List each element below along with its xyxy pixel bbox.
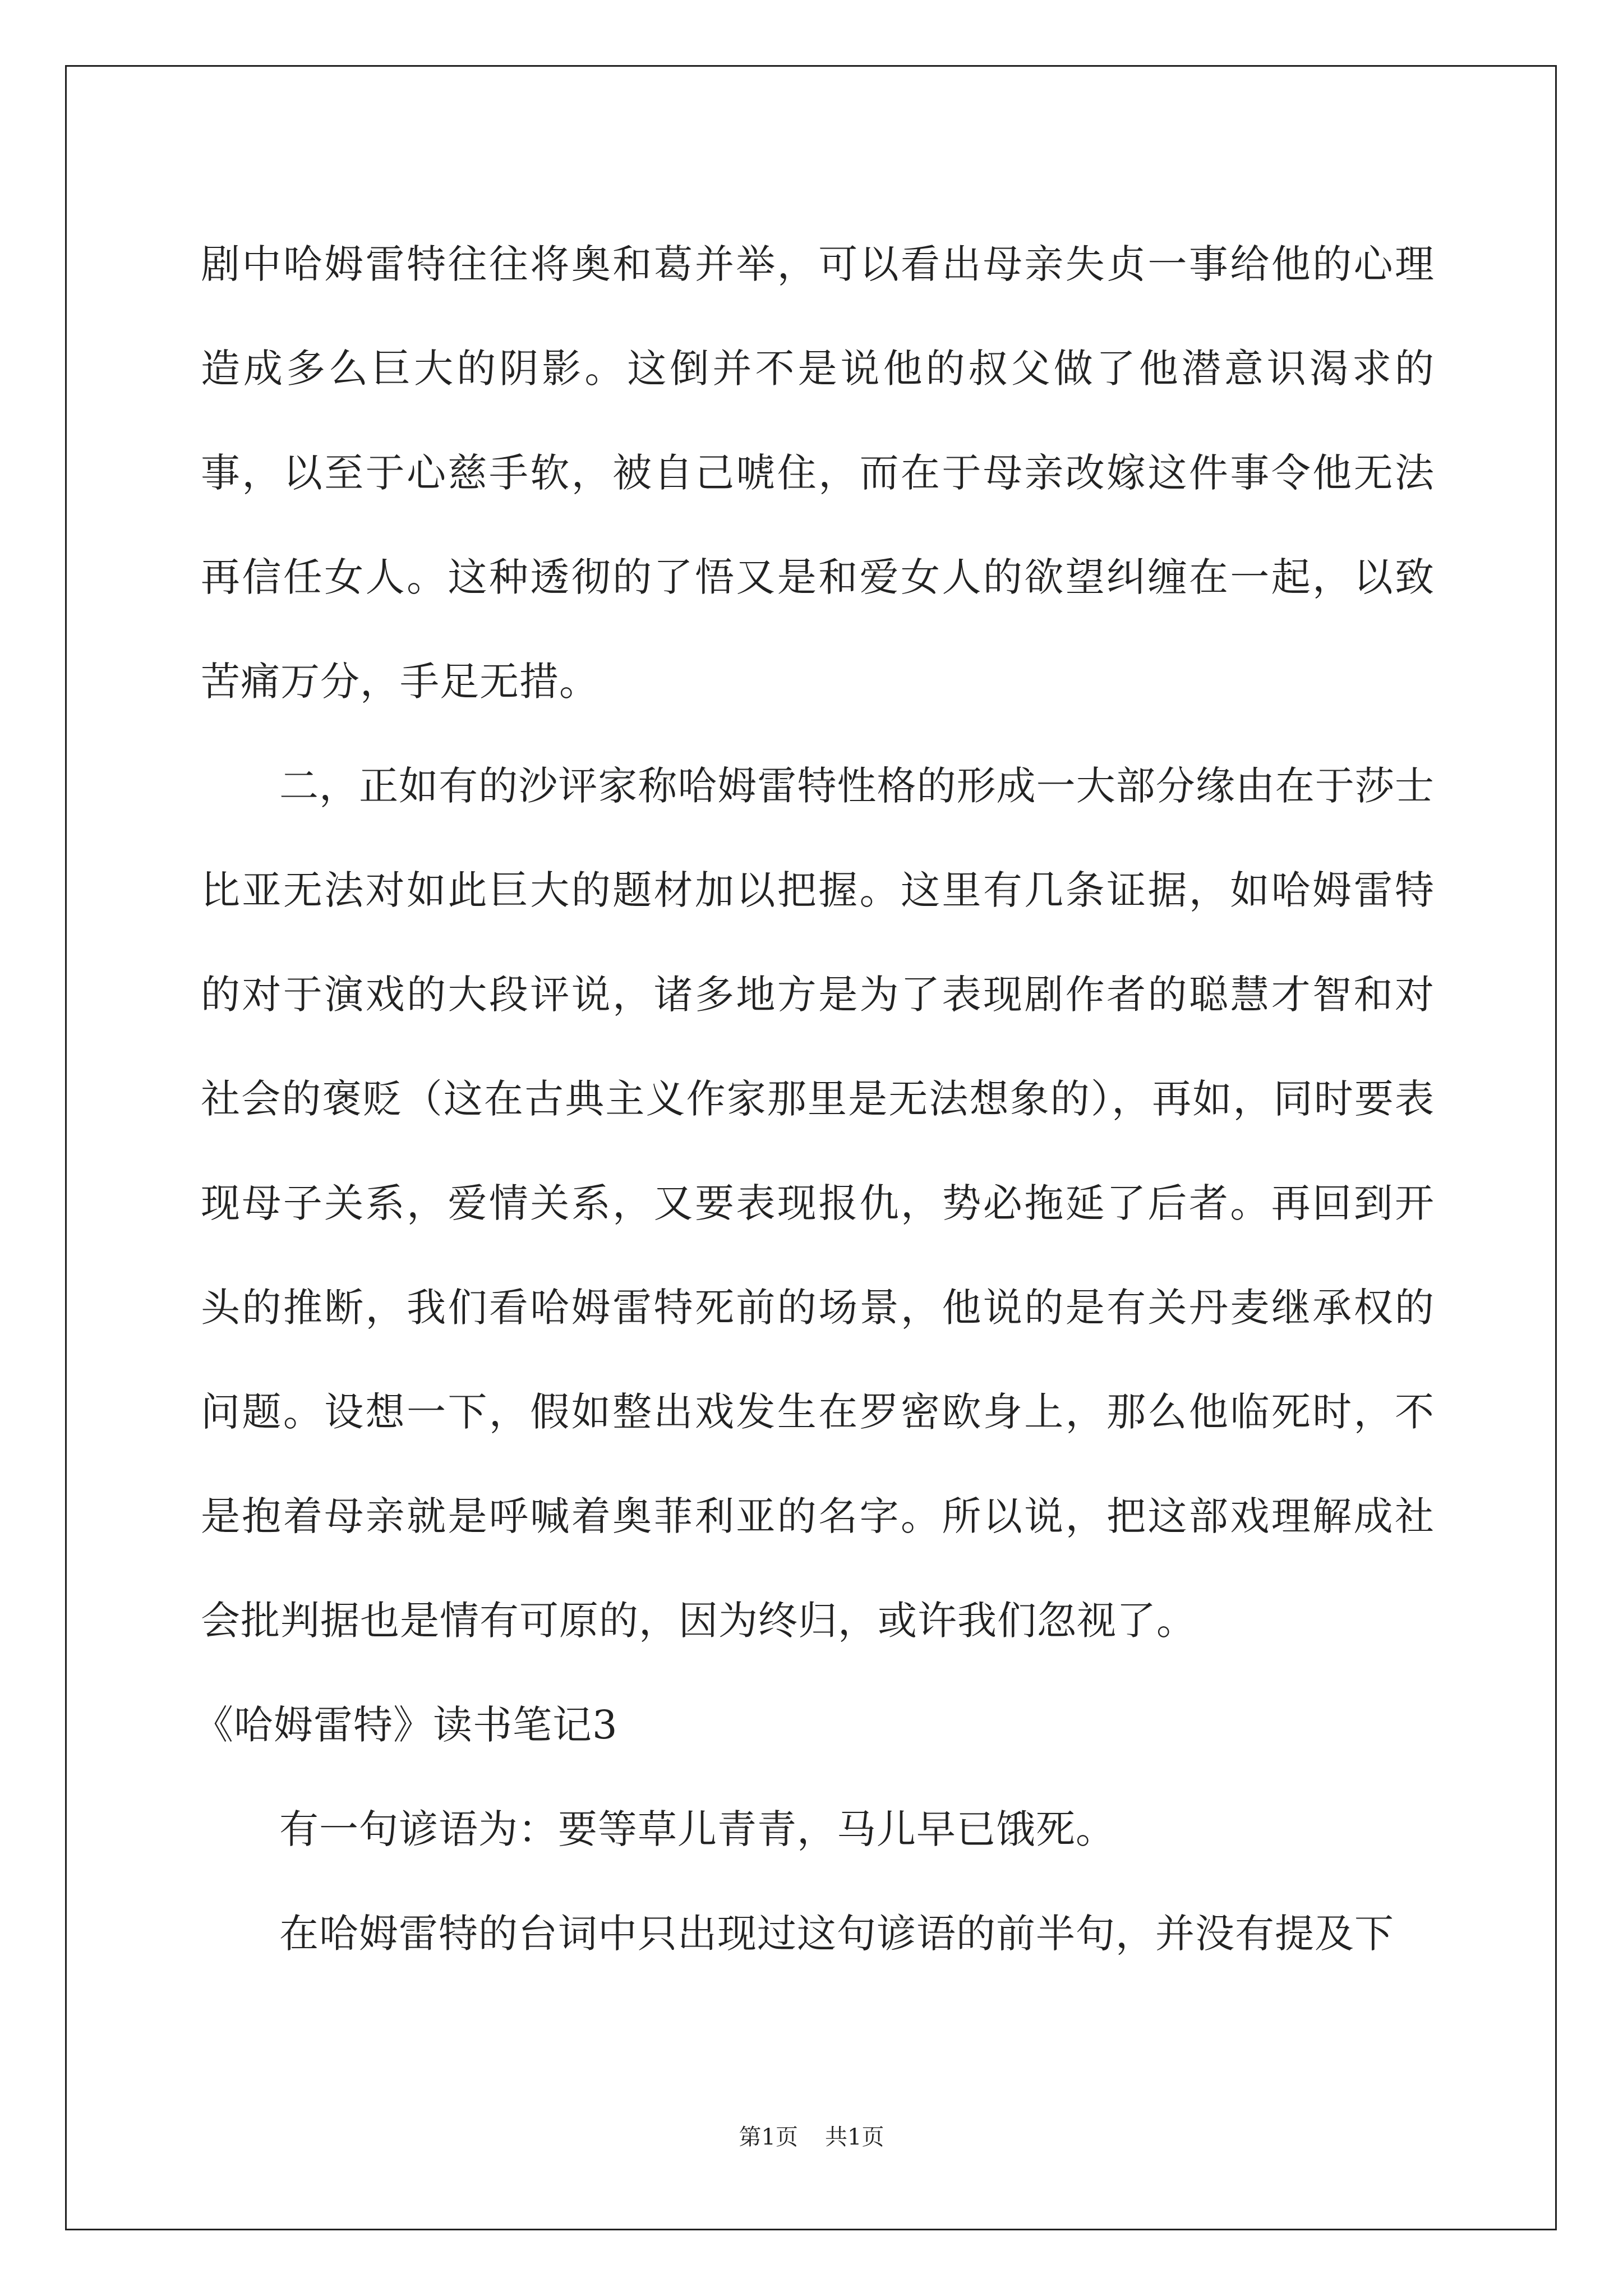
paragraph-2: 二，正如有的沙评家称哈姆雷特性格的形成一大部分缘由在于莎士比亚无法对如此巨大的题材加以把握。这里有几条证据，如哈姆雷特的对于演戏的大段评说，诸多地方是为了表现剧作者的聪慧才智和对社会的褒贬（这在古典主义作家那里是无法想象的），再如，同时要表现母子关系，爱情关系，又要表现报仇，势必拖延了后者。再回到开头的推断，我们看哈姆雷特死前的场景，他说的是有关丹麦继承权的问题。设想一下，假如整出戏发生在罗密欧身上，那么他临死时，不是抱着母亲就是呼喊着奥菲利亚的名字。所以说，把这部戏理解成社会批判据也是情有可原的，因为终归，或许我们忽视了。 (201, 763, 1435, 1644)
page-number: 第1页 (739, 2124, 798, 2150)
paragraph-4: 在哈姆雷特的台词中只出现过这句谚语的前半句，并没有提及下 (279, 1911, 1394, 1957)
paragraph-3: 有一句谚语为：要等草儿青青，马儿早已饿死。 (279, 1806, 1115, 1852)
page-total: 共1页 (825, 2124, 884, 2150)
section-title: 《哈姆雷特》读书笔记3 (194, 1702, 618, 1748)
page-footer (0, 2119, 1623, 2151)
paragraph-1: 剧中哈姆雷特往往将奥和葛并举，可以看出母亲失贞一事给他的心理造成多么巨大的阴影。这倒并不是说他的叔父做了他潜意识渴求的事，以至于心慈手软，被自己唬住，而在于母亲改嫁这件事令他无法再信任女人。这种透彻的了悟又是和爱女人的欲望纠缠在一起，以致苦痛万分，手足无措。 (201, 241, 1435, 705)
document-body (194, 212, 1435, 1986)
